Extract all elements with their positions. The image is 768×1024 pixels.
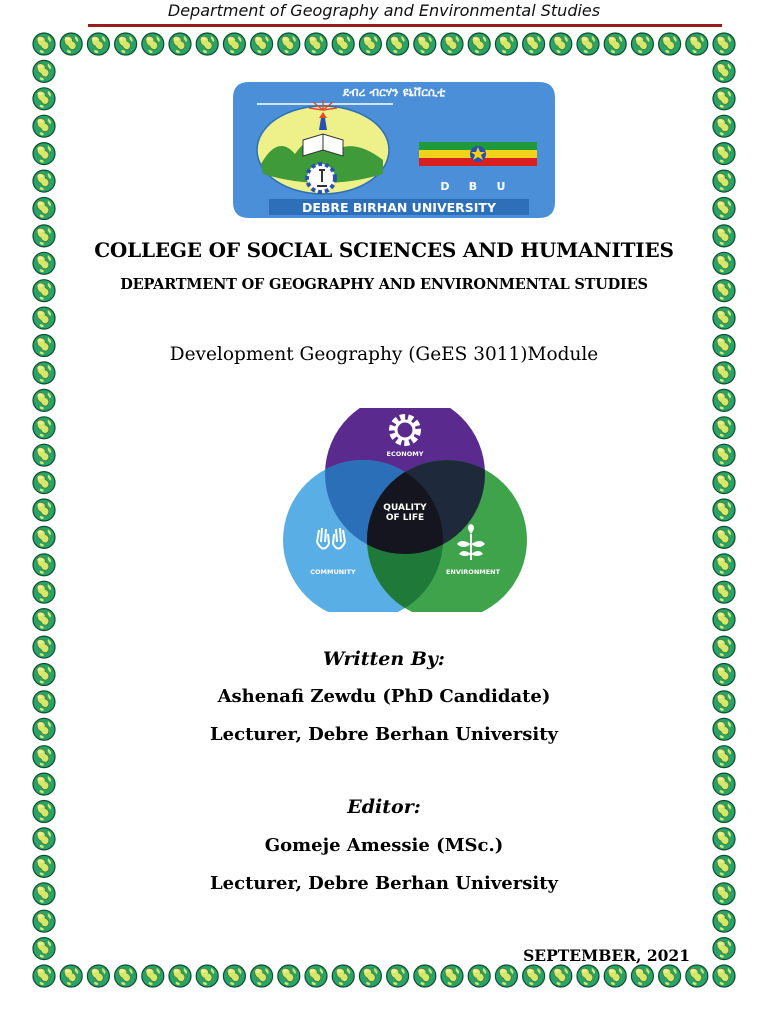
- environment-label: ENVIRONMENT: [445, 568, 501, 576]
- university-logo: [233, 82, 555, 218]
- editor-label: Editor:: [347, 796, 421, 818]
- college-title: COLLEGE OF SOCIAL SCIENCES AND HUMANITIES: [94, 238, 674, 262]
- author-name: Ashenafi Zewdu (PhD Candidate): [217, 686, 551, 707]
- community-label: COMMUNITY: [310, 568, 356, 576]
- ethiopian-flag: [419, 142, 537, 166]
- initial-u: U: [496, 180, 506, 193]
- editor-name: Gomeje Amessie (MSc.): [264, 835, 504, 856]
- editor-affiliation: Lecturer, Debre Berhan University: [210, 873, 558, 894]
- running-header: Department of Geography and Environmental Studies: [167, 1, 601, 20]
- center-label-line1: QUALITY: [383, 503, 427, 513]
- economy-label: ECONOMY: [386, 450, 424, 458]
- center-label-line2: OF LIFE: [385, 513, 425, 523]
- publication-date: SEPTEMBER, 2021: [523, 946, 690, 965]
- module-title: Development Geography (GeES 3011)Module: [169, 344, 599, 365]
- written-by-label: Written By:: [323, 648, 445, 670]
- initial-b: B: [468, 180, 478, 193]
- amharic-banner: ደብረ ብርሃን ዩኒቨርሲቲ: [342, 85, 446, 99]
- author-affiliation: Lecturer, Debre Berhan University: [210, 724, 558, 745]
- initial-d: D: [440, 180, 450, 193]
- gear-microscope-icon: [307, 164, 335, 192]
- department-title: DEPARTMENT OF GEOGRAPHY AND ENVIRONMENTAL STUDIES: [120, 276, 648, 293]
- quality-of-life-venn: [283, 408, 528, 612]
- university-banner: DEBRE BIRHAN UNIVERSITY: [301, 200, 497, 215]
